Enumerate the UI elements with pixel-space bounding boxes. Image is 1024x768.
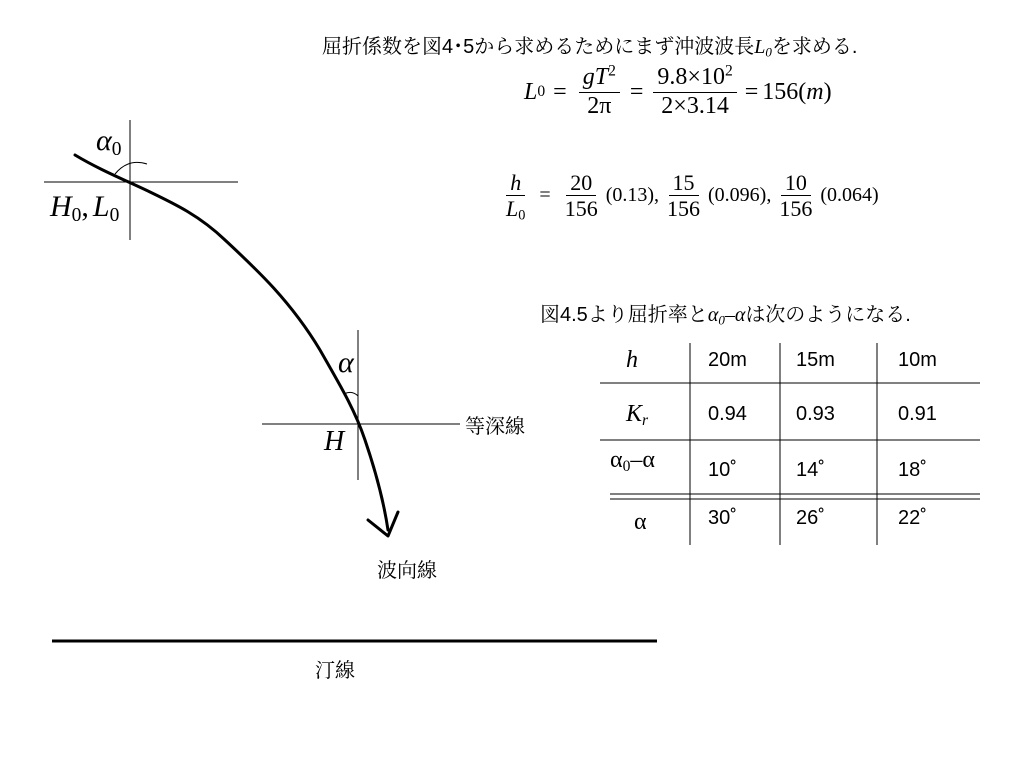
eq1-result: 156(m) (762, 78, 832, 105)
eq2-lhs-num: h (506, 170, 525, 196)
eq1-equals-2: = (629, 78, 644, 105)
eq1-f2-num: $9.8\times 10^2$ (653, 64, 736, 93)
contour-label: 等深線 (465, 416, 525, 438)
eq2-fraction-20: $\frac{20}{156}$ (564, 170, 598, 222)
eq2-fraction-15: $\frac{15}{156}$ (667, 170, 701, 222)
row-kr-20m: 0.94 (708, 403, 747, 425)
wave-ray-arrowhead (368, 512, 398, 536)
shoreline-label: 汀線 (315, 660, 355, 682)
eq2-value-20: (0.13), (605, 184, 660, 207)
row-kr-head: $K_r$ (626, 401, 649, 429)
eq2-value-10: (0.064) (820, 184, 879, 207)
row-h-head: h (626, 347, 638, 373)
alpha-label: α (338, 346, 354, 379)
row-alpha-head: α (634, 509, 647, 535)
eq2-fraction-10: $\frac{10}{156}$ (779, 170, 813, 222)
wavelength-equation: L 0 = $\frac{gT^2}{2\pi}$ = $\frac{9.8\times 10^2}{2\times 3.14}$ = 156(m) (524, 62, 832, 119)
row-alpha-20m: 30˚ (708, 507, 737, 529)
wave-ray-label: 波向線 (377, 560, 437, 582)
intro-text-after: を求める. (771, 36, 858, 58)
eq1-f1-den: 2π (587, 92, 612, 119)
H-label: H (324, 426, 345, 457)
intro-L-sub: 0 (765, 44, 772, 60)
eq2-lhs-den: $L_0$ (506, 196, 526, 224)
table-caption: 図4.5より屈折率と$\alpha_0-\alpha$は次のようになる. (540, 304, 911, 328)
row-h-15m: 15m (796, 349, 835, 371)
row-alpha-15m: 26˚ (796, 507, 825, 529)
eq1-f1-num: $gT^2$ (579, 64, 620, 93)
eq1-equals-3: = (744, 78, 759, 105)
row-kr-15m: 0.93 (796, 403, 835, 425)
row-alpha-diff-head: $\alpha_0-\alpha$ (610, 447, 655, 475)
eq2-equals: = (539, 184, 551, 207)
row-h-10m: 10m (898, 349, 937, 371)
wave-ray-path (75, 155, 388, 530)
row-alpha-diff-20m: 10˚ (708, 459, 737, 481)
H0-L0-label: $H_0$, $L_0$ (50, 190, 120, 226)
row-h-20m: 20m (708, 349, 747, 371)
row-kr-10m: 0.91 (898, 403, 937, 425)
row-alpha-10m: 22˚ (898, 507, 927, 529)
eq1-equals-1: = (553, 78, 567, 105)
eq1-lhs: L (524, 78, 538, 105)
eq2-value-15: (0.096), (708, 184, 772, 207)
eq1-f2-den: 2×3.14 (661, 92, 729, 119)
intro-text-before: 屈折係数を図4･5から求めるためにまず沖波波長 (322, 36, 755, 58)
alpha0-arc (115, 162, 147, 174)
row-alpha-diff-10m: 18˚ (898, 459, 927, 481)
row-alpha-diff-15m: 14˚ (796, 459, 825, 481)
intro-L: L (754, 36, 766, 58)
alpha0-label: $\alpha_0$ (96, 124, 122, 160)
